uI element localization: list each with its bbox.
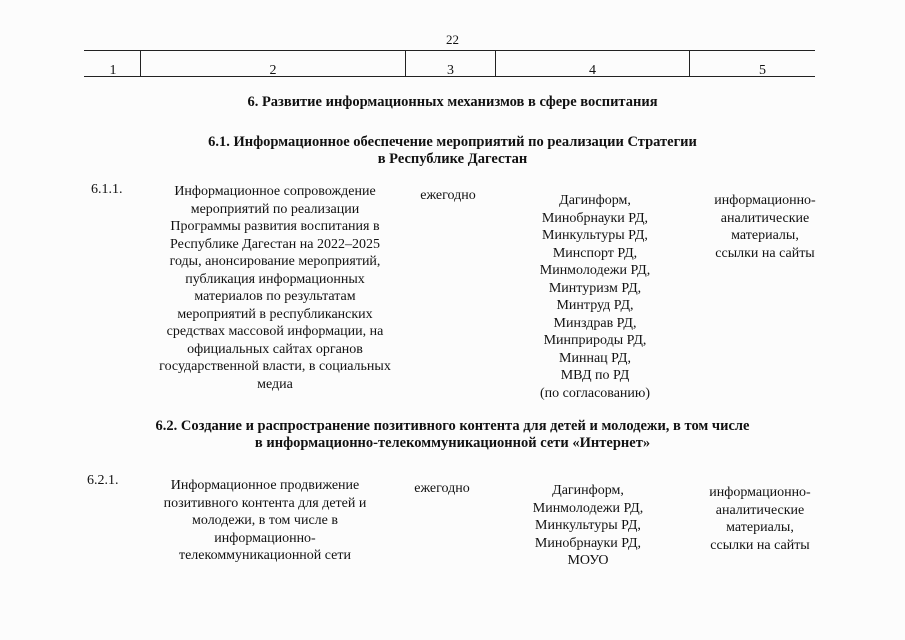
text-line: Информационное сопровождение: [174, 184, 376, 199]
text-line: Минприроды РД,: [543, 333, 647, 348]
text-line: мероприятий в республиканских: [177, 306, 373, 322]
text-line: информационно-: [709, 485, 811, 500]
text-line: аналитические: [720, 210, 810, 226]
header-col-5: 5: [759, 63, 766, 78]
header-col-3: 3: [447, 63, 454, 78]
text-line: средствах массовой информации, на: [166, 324, 384, 339]
text-line: Минтуризм РД,: [548, 280, 642, 296]
text-line: годы, анонсирование мероприятий,: [169, 254, 381, 269]
text-line: материалов по результатам: [194, 289, 356, 304]
section-title-line: в информационно-телекоммуникационной сети «Интернет»: [254, 435, 651, 451]
text-line: Минспорт РД,: [552, 245, 638, 261]
text-line: Минмолодежи РД,: [532, 500, 644, 516]
row-executors: [493, 482, 683, 570]
text-line: Дагинформ,: [552, 483, 624, 498]
text-line: Минобрнауки РД,: [541, 210, 649, 226]
text-line: Минздрав РД,: [553, 315, 637, 331]
header-col-4: 4: [589, 63, 596, 78]
row-result: [695, 192, 835, 262]
text-line: материалы,: [731, 228, 799, 243]
section-title-line: 6.2. Создание и распространение позитивного контента для детей и молодежи, в том числе: [155, 418, 750, 434]
text-line: материалы,: [726, 520, 794, 535]
header-col-2: 2: [269, 63, 277, 78]
row-term: ежегодно: [420, 188, 476, 203]
text-line: Дагинформ,: [559, 193, 631, 208]
row-executors: [500, 192, 690, 402]
text-line: мероприятий по реализации: [190, 201, 360, 217]
text-line: Минмолодежи РД,: [539, 263, 651, 278]
header-top-border: [84, 50, 815, 51]
section-title-line: в Республике Дагестан: [377, 151, 528, 167]
text-line: информационно-: [214, 530, 316, 546]
text-line: МОУО: [567, 553, 609, 568]
row-result: [690, 484, 830, 554]
text-line: ссылки на сайты: [710, 537, 810, 553]
header-col-1: 1: [109, 63, 117, 78]
header-divider: [689, 50, 690, 77]
section-title-6: 6. Развитие информационных механизмов в сфере воспитания: [247, 94, 658, 110]
text-line: информационно-: [714, 193, 816, 208]
section-title-6-2: [0, 418, 905, 452]
row-number: 6.1.1.: [91, 182, 123, 197]
row-description: [135, 183, 415, 393]
text-line: государственной власти, в социальных: [159, 359, 391, 374]
text-line: Минобрнауки РД,: [534, 535, 642, 551]
text-line: аналитические: [715, 502, 805, 518]
text-line: (по согласованию): [539, 385, 651, 401]
page-number: 22: [446, 32, 459, 47]
text-line: Минкультуры РД,: [535, 518, 641, 533]
text-line: Миннац РД,: [559, 350, 631, 366]
text-line: Информационное продвижение: [170, 478, 360, 493]
text-line: позитивного контента для детей и: [163, 495, 367, 511]
section-title-line: 6.1. Информационное обеспечение мероприятий по реализации Стратегии: [208, 134, 697, 150]
text-line: МВД по РД: [560, 368, 630, 383]
row-number: 6.2.1.: [87, 473, 119, 488]
section-title-6-1: [0, 134, 905, 168]
text-line: молодежи, в том числе в: [192, 513, 338, 528]
text-line: Минкультуры РД,: [542, 228, 648, 243]
text-line: Республике Дагестан на 2022–2025: [170, 236, 380, 252]
text-line: публикация информационных: [185, 271, 365, 287]
text-line: официальных сайтах органов: [187, 341, 363, 357]
text-line: ссылки на сайты: [715, 245, 815, 261]
row-term: ежегодно: [414, 481, 470, 496]
row-description: [125, 477, 405, 565]
text-line: медиа: [257, 376, 293, 392]
text-line: телекоммуникационной сети: [178, 548, 352, 563]
text-line: Минтруд РД,: [556, 298, 634, 313]
text-line: Программы развития воспитания в: [170, 219, 380, 234]
